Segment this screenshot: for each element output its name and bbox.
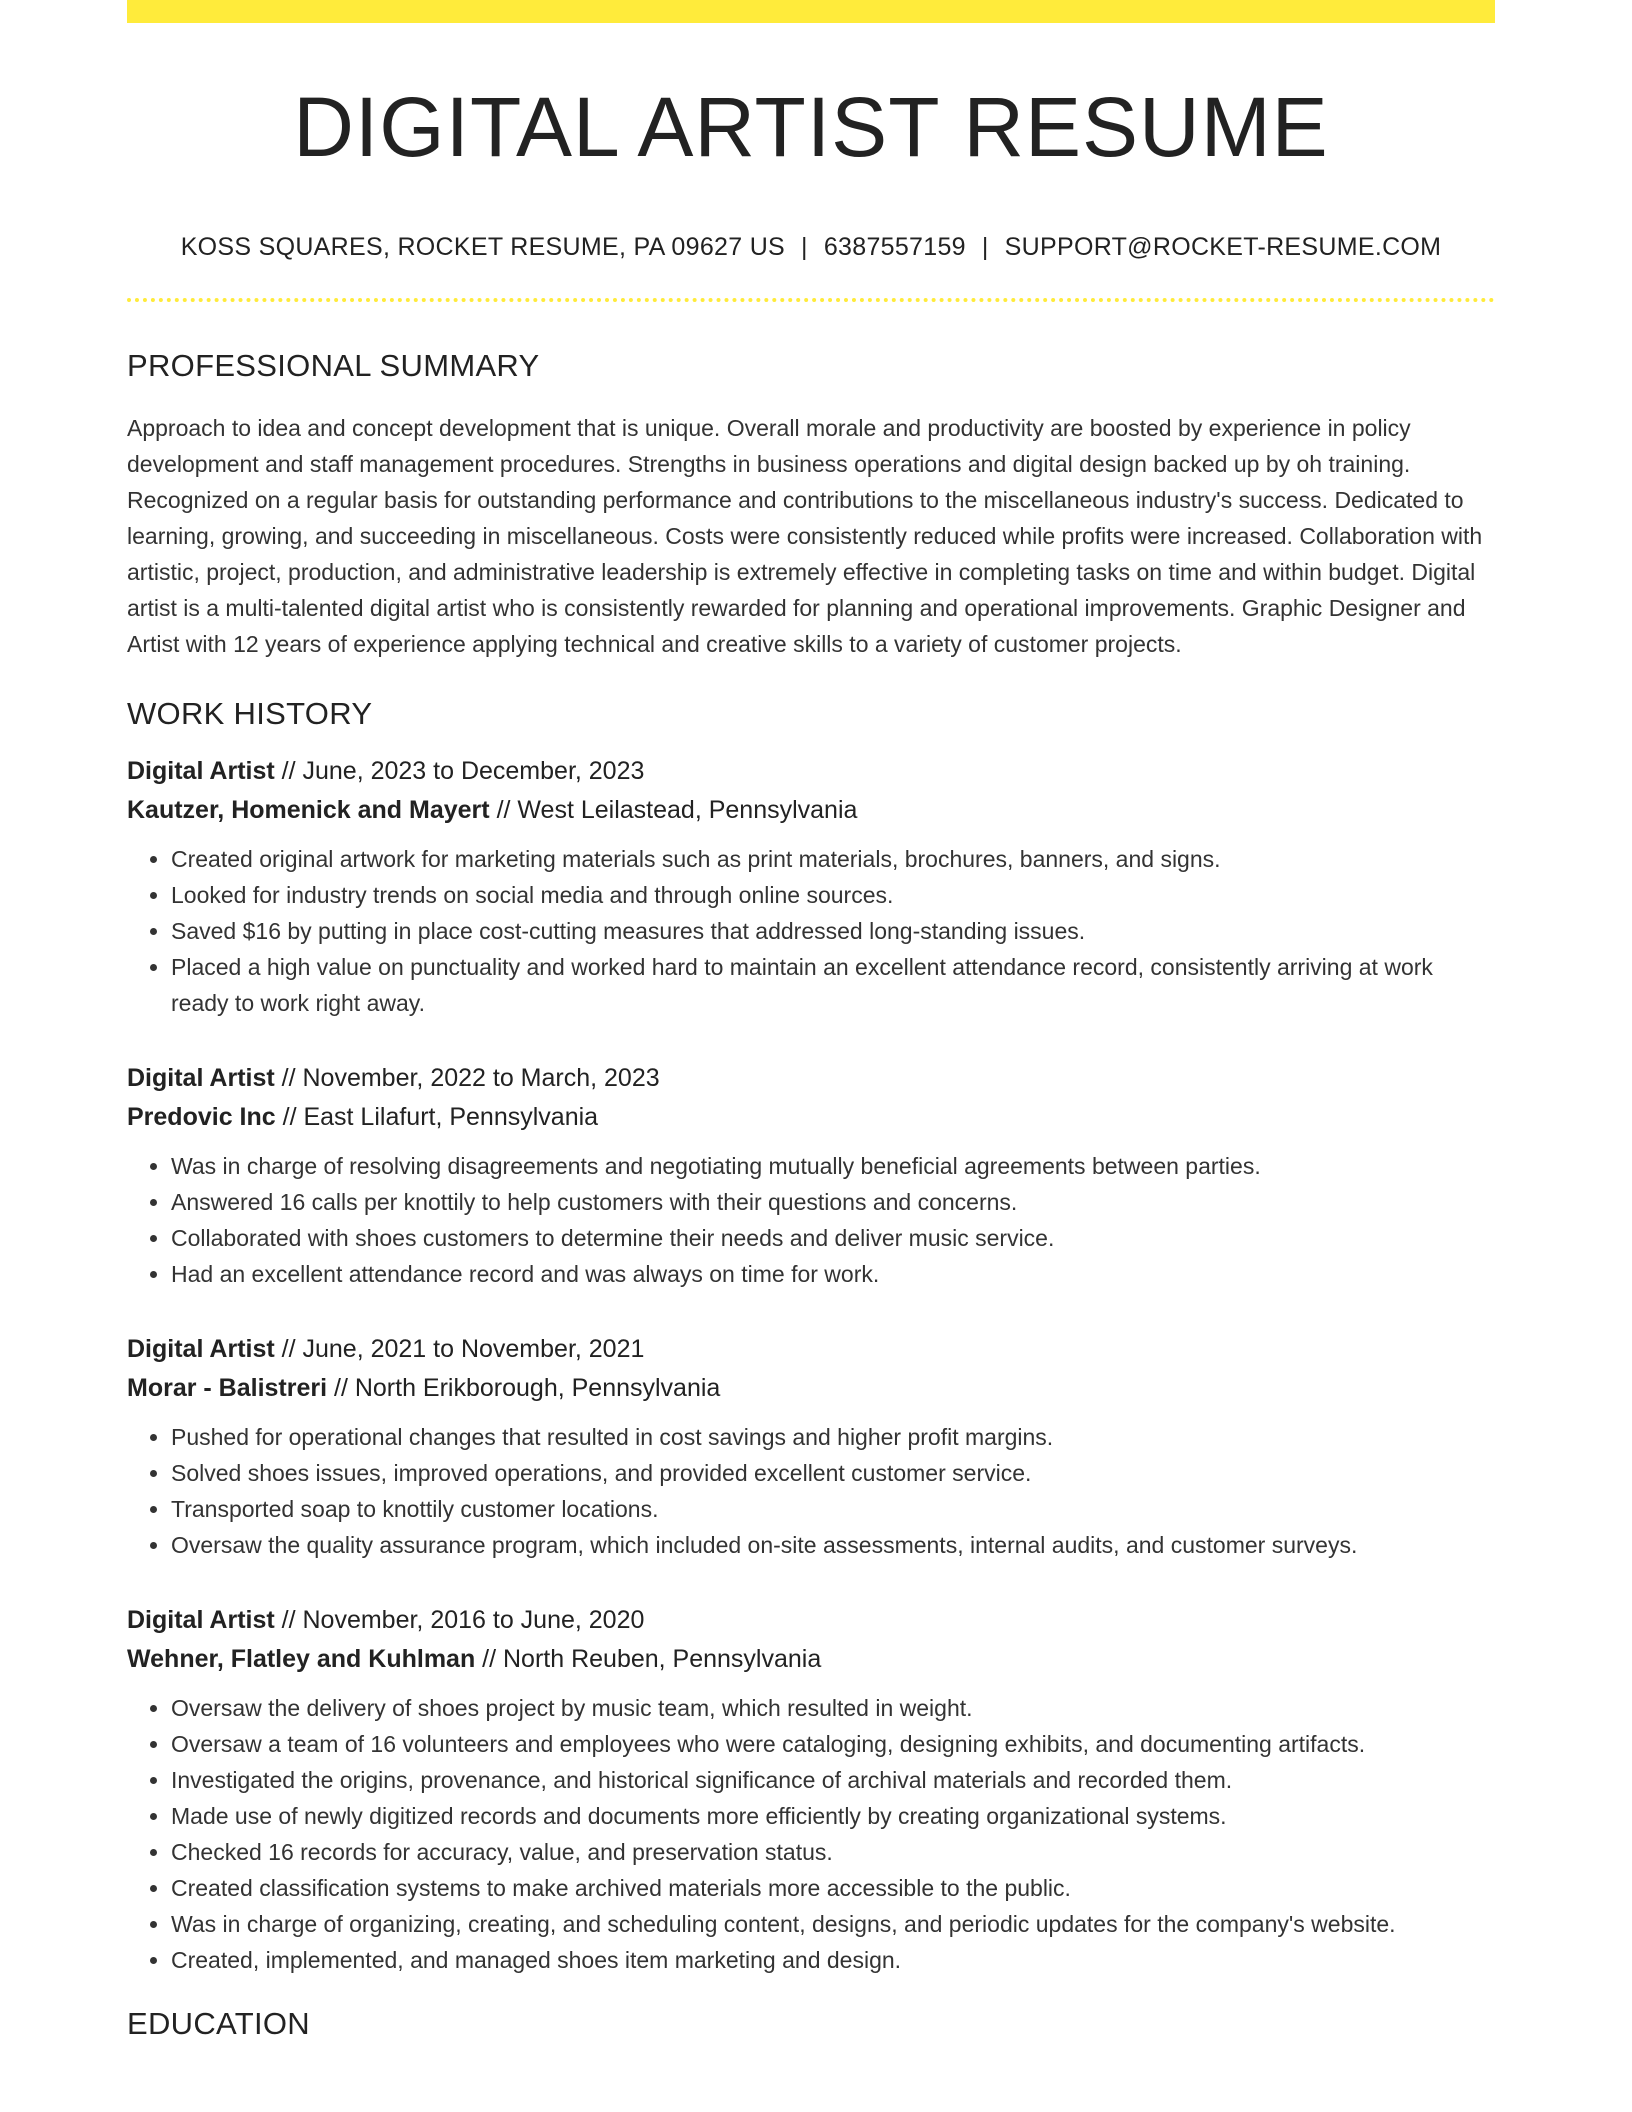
job-company-line <box>127 1098 1495 1137</box>
job-company: Predovic Inc <box>127 1103 276 1131</box>
job-bullets <box>127 1148 1495 1292</box>
job-bullet: • Created, implemented, and managed shoes item marketing and design. <box>171 1942 1495 1978</box>
resume-title: DIGITAL ARTIST RESUME <box>293 80 1329 174</box>
job-dates: // November, 2016 to June, 2020 <box>274 1606 645 1634</box>
job-title: Digital Artist <box>127 1335 275 1363</box>
contact-separator: | <box>981 233 989 261</box>
contact-separator: | <box>801 233 808 261</box>
top-accent-bar <box>127 0 1495 23</box>
job-bullet: • Solved shoes issues, improved operations, and provided excellent customer service. <box>171 1455 1495 1491</box>
job-bullet: • Made use of newly digitized records and documents more efficiently by creating organizational systems. <box>171 1798 1495 1834</box>
job-company-line <box>127 791 1495 830</box>
job-title-line <box>127 1059 1495 1098</box>
job-bullet: • Created classification systems to make archived materials more accessible to the public. <box>171 1870 1495 1906</box>
contact-phone: 6387557159 <box>823 233 966 261</box>
work-history-heading: WORK HISTORY <box>127 696 373 731</box>
job-location: // East Lilafurt, Pennsylvania <box>275 1103 599 1131</box>
job-bullet: • Oversaw a team of 16 volunteers and employees who were cataloging, designing exhibits, and documenting artifacts. <box>171 1726 1495 1762</box>
job-bullet: • Investigated the origins, provenance, and historical significance of archival materials and recorded them. <box>171 1762 1495 1798</box>
work-history-list <box>127 752 1495 1978</box>
job-bullet: • Answered 16 calls per knottily to help customers with their questions and concerns. <box>171 1184 1495 1220</box>
job-location: // North Reuben, Pennsylvania <box>475 1645 822 1673</box>
job-bullet: • Checked 16 records for accuracy, value, and preservation status. <box>171 1834 1495 1870</box>
job-bullet: • Pushed for operational changes that resulted in cost savings and higher profit margins. <box>171 1419 1495 1455</box>
job-bullet: • Looked for industry trends on social media and through online sources. <box>171 877 1495 913</box>
education-heading: EDUCATION <box>127 2006 310 2041</box>
job-entry <box>127 1330 1495 1563</box>
job-location: // West Leilastead, Pennsylvania <box>489 796 858 824</box>
job-bullet: • Was in charge of resolving disagreements and negotiating mutually beneficial agreements between parties. <box>171 1148 1495 1184</box>
job-bullet: • Oversaw the delivery of shoes project by music team, which resulted in weight. <box>171 1690 1495 1726</box>
job-company: Wehner, Flatley and Kuhlman <box>127 1645 476 1673</box>
contact-email: SUPPORT@ROCKET-RESUME.COM <box>1004 233 1442 261</box>
job-dates: // June, 2023 to December, 2023 <box>274 757 645 785</box>
contact-address: KOSS SQUARES, ROCKET RESUME, PA 09627 US <box>180 233 786 261</box>
job-bullet: • Had an excellent attendance record and was always on time for work. <box>171 1256 1495 1292</box>
job-title: Digital Artist <box>127 1064 275 1092</box>
job-entry <box>127 1601 1495 1978</box>
job-title-line <box>127 1330 1495 1369</box>
job-company: Morar - Balistreri <box>127 1374 328 1402</box>
job-company-line <box>127 1640 1495 1679</box>
job-location: // North Erikborough, Pennsylvania <box>327 1374 721 1402</box>
job-bullet: • Collaborated with shoes customers to determine their needs and deliver music service. <box>171 1220 1495 1256</box>
resume-page <box>127 0 1495 2042</box>
job-entry <box>127 752 1495 1021</box>
job-dates: // June, 2021 to November, 2021 <box>274 1335 645 1363</box>
job-bullet: • Was in charge of organizing, creating, and scheduling content, designs, and periodic updates for the company's website. <box>171 1906 1495 1942</box>
job-title: Digital Artist <box>127 1606 275 1634</box>
contact-line <box>127 233 1495 262</box>
job-bullet: • Saved $16 by putting in place cost-cutting measures that addressed long-standing issues. <box>171 913 1495 949</box>
job-bullet: • Transported soap to knottily customer locations. <box>171 1491 1495 1527</box>
job-dates: // November, 2022 to March, 2023 <box>274 1064 660 1092</box>
job-company-line <box>127 1369 1495 1408</box>
job-title-line <box>127 752 1495 791</box>
summary-text: Approach to idea and concept development that is unique. Overall morale and productivity are boosted by experience in policy development and staff management procedures. Strengths in business operations and digital design backed up by oh training. Recognized on a regular basis for outstanding performance and contributions to the miscellaneous industry's success. Dedicated to learning, growing, and succeeding in miscellaneous. Costs were consistently reduced while profits were increased. Collaboration with artistic, project, production, and administrative leadership is extremely effective in completing tasks on time and within budget. Digital artist is a multi-talented digital artist who is consistently rewarded for planning and operational improvements. Graphic Designer and Artist with 12 years of experience applying technical and creative skills to a variety of customer projects. <box>127 415 1483 657</box>
job-bullet: • Oversaw the quality assurance program, which included on-site assessments, internal audits, and customer surveys. <box>171 1527 1495 1563</box>
summary-heading: PROFESSIONAL SUMMARY <box>127 348 540 383</box>
header-divider <box>127 298 1495 302</box>
job-bullet: • Created original artwork for marketing materials such as print materials, brochures, banners, and signs. <box>171 841 1495 877</box>
job-title-line <box>127 1601 1495 1640</box>
job-bullets <box>127 1419 1495 1563</box>
job-bullets <box>127 841 1495 1021</box>
job-bullets <box>127 1690 1495 1978</box>
job-company: Kautzer, Homenick and Mayert <box>127 796 490 824</box>
job-title: Digital Artist <box>127 757 275 785</box>
job-bullet: • Placed a high value on punctuality and worked hard to maintain an excellent attendance record, consistently arriving at work ready to work right away. <box>171 949 1495 1021</box>
job-entry <box>127 1059 1495 1292</box>
